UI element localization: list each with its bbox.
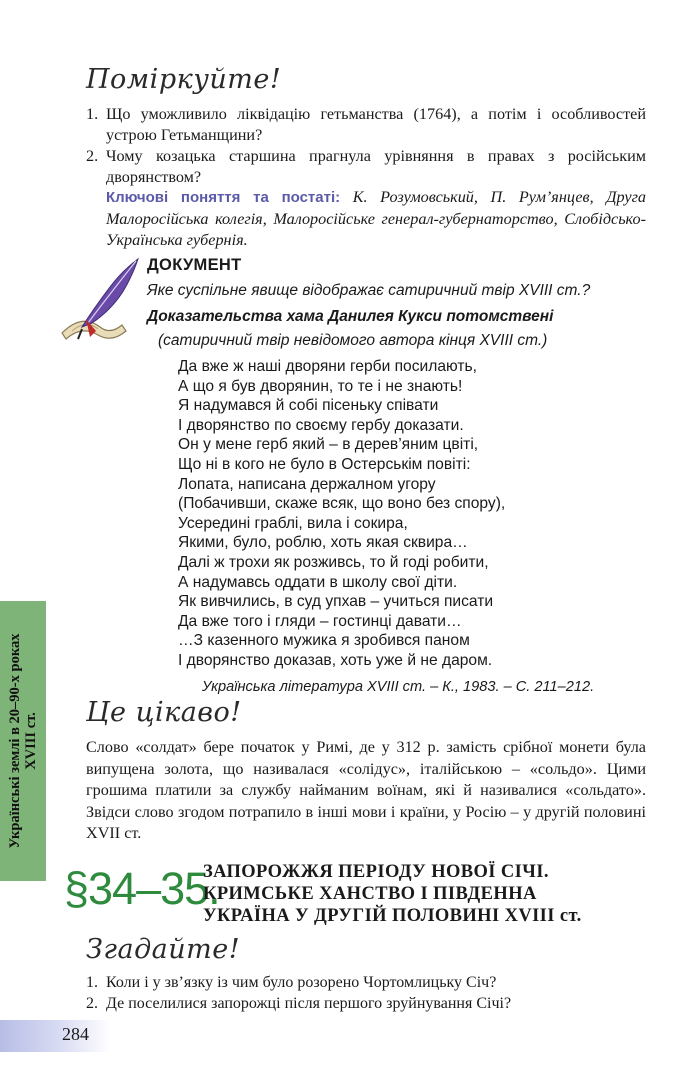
poem-line: А надумавсь оддати в школу свої діти.: [178, 573, 458, 591]
side-tab: [0, 601, 46, 881]
paragraph-title-line: ЗАПОРОЖЖЯ ПЕРІОДУ НОВОЇ СІЧІ.: [203, 862, 549, 882]
poem-line: Лопата, написана держалном угору: [178, 475, 436, 493]
poem-line: Далі ж трохи як розживсь, то й годі робити,: [178, 553, 489, 571]
think-questions: [86, 104, 646, 188]
interesting-heading: Це цікаво!: [86, 697, 242, 728]
list-item: [86, 146, 646, 188]
remember-heading: Згадайте!: [86, 934, 241, 965]
poem-line: Я надумався й собі пісеньку співати: [178, 397, 439, 415]
poem-line: Да вже ж наші дворяни герби посилають,: [178, 358, 477, 375]
key-concepts-label: Ключові поняття та постаті:: [106, 189, 341, 206]
item-number: 2.: [86, 147, 99, 165]
list-item: [86, 973, 646, 994]
poem-line: І дворянство по своєму гербу доказати.: [178, 416, 464, 434]
side-tab-text: [7, 601, 39, 881]
poem-line: Що ні в кого не було в Остерськім повіті:: [178, 455, 471, 473]
side-tab-line: XVIII ст.: [23, 712, 39, 770]
item-number: 1.: [86, 974, 98, 991]
document-work-title: Доказательства хама Данилея Кукси потомствені: [147, 308, 554, 325]
document-question: Яке суспільне явище відображає сатиричний твір XVIII ст.?: [147, 282, 591, 299]
poem-line: А що я був дворянин, то те і не знають!: [178, 377, 463, 395]
page-number: 284: [62, 1024, 89, 1044]
paragraph-title: [203, 861, 653, 927]
poem-line: І дворянство доказав, хоть уже й не даром.: [178, 651, 493, 669]
item-number: 1.: [86, 105, 99, 123]
document-work-subtitle: (сатиричний твір невідомого автора кінця XVIII ст.): [158, 332, 548, 349]
paragraph-title-line: УКРАЇНА У ДРУГІЙ ПОЛОВИНІ XVIII ст.: [203, 906, 582, 926]
item-text: Коли і у зв’язку із чим було розорено Чортомлицьку Січ?: [106, 974, 497, 991]
item-text: Що уможливило ліквідацію гетьманства (1764), а потім і особливостей устрою Гетьманщини?: [106, 105, 646, 144]
item-text: Чому козацька старшина прагнула урівняння в правах з російським дворянством?: [106, 147, 646, 186]
poem-line: Да вже того і гляди – гостинці давати…: [178, 612, 462, 630]
poem-line: Усередині граблі, вила і сокира,: [178, 514, 408, 532]
key-concepts: [106, 187, 646, 252]
quill-scroll-icon: [52, 253, 142, 345]
page-number-band: [0, 1020, 110, 1052]
think-heading: Поміркуйте!: [86, 64, 282, 95]
document-title: ДОКУМЕНТ: [147, 256, 242, 274]
poem-line: Як вивчились, в суд упхав – учиться писати: [178, 593, 494, 611]
paragraph-title-line: КРИМСЬКЕ ХАНСТВО І ПІВДЕННА: [203, 884, 537, 904]
poem-line: (Побачивши, скаже всяк, що воно без спору),: [178, 495, 506, 513]
key-concepts-text: К. Розумовський, П. Рум’янцев, Друга Малоросійська колегія, Малоросійське генерал-губернаторство, Слобідсько-Українська губернія.: [106, 188, 647, 249]
item-text: Де поселилися запорожці після першого зруйнування Січі?: [106, 994, 512, 1012]
remember-questions: [86, 973, 646, 1014]
poem-line: …З казенного мужика я зробився паном: [178, 632, 470, 650]
list-item: [86, 994, 646, 1015]
list-item: [86, 104, 646, 146]
document-source: Українська література XVIII ст. – К., 1983. – С. 211–212.: [202, 679, 595, 695]
paragraph-number: §34–35.: [64, 863, 220, 914]
poem-line: Якими, було, роблю, хоть якая сквира…: [178, 534, 468, 552]
interesting-text: Слово «солдат» бере початок у Римі, де у 312 р. замість срібної монети була випущена золота, що називалася «солідус», італійською – «сольдо». Цими грошима платили за службу найманим воїнам, які й називалися «сольдато». Звідси слово згодом потрапило в інші мови і країни, у Росію – у другій половині XVII ст.: [86, 738, 646, 842]
item-number: 2.: [86, 994, 98, 1012]
side-tab-line: Українські землі в 20–90-х роках: [7, 633, 23, 849]
poem: [178, 357, 505, 671]
poem-line: Он у мене герб який – в дерев’яним цвіті,: [178, 436, 479, 454]
